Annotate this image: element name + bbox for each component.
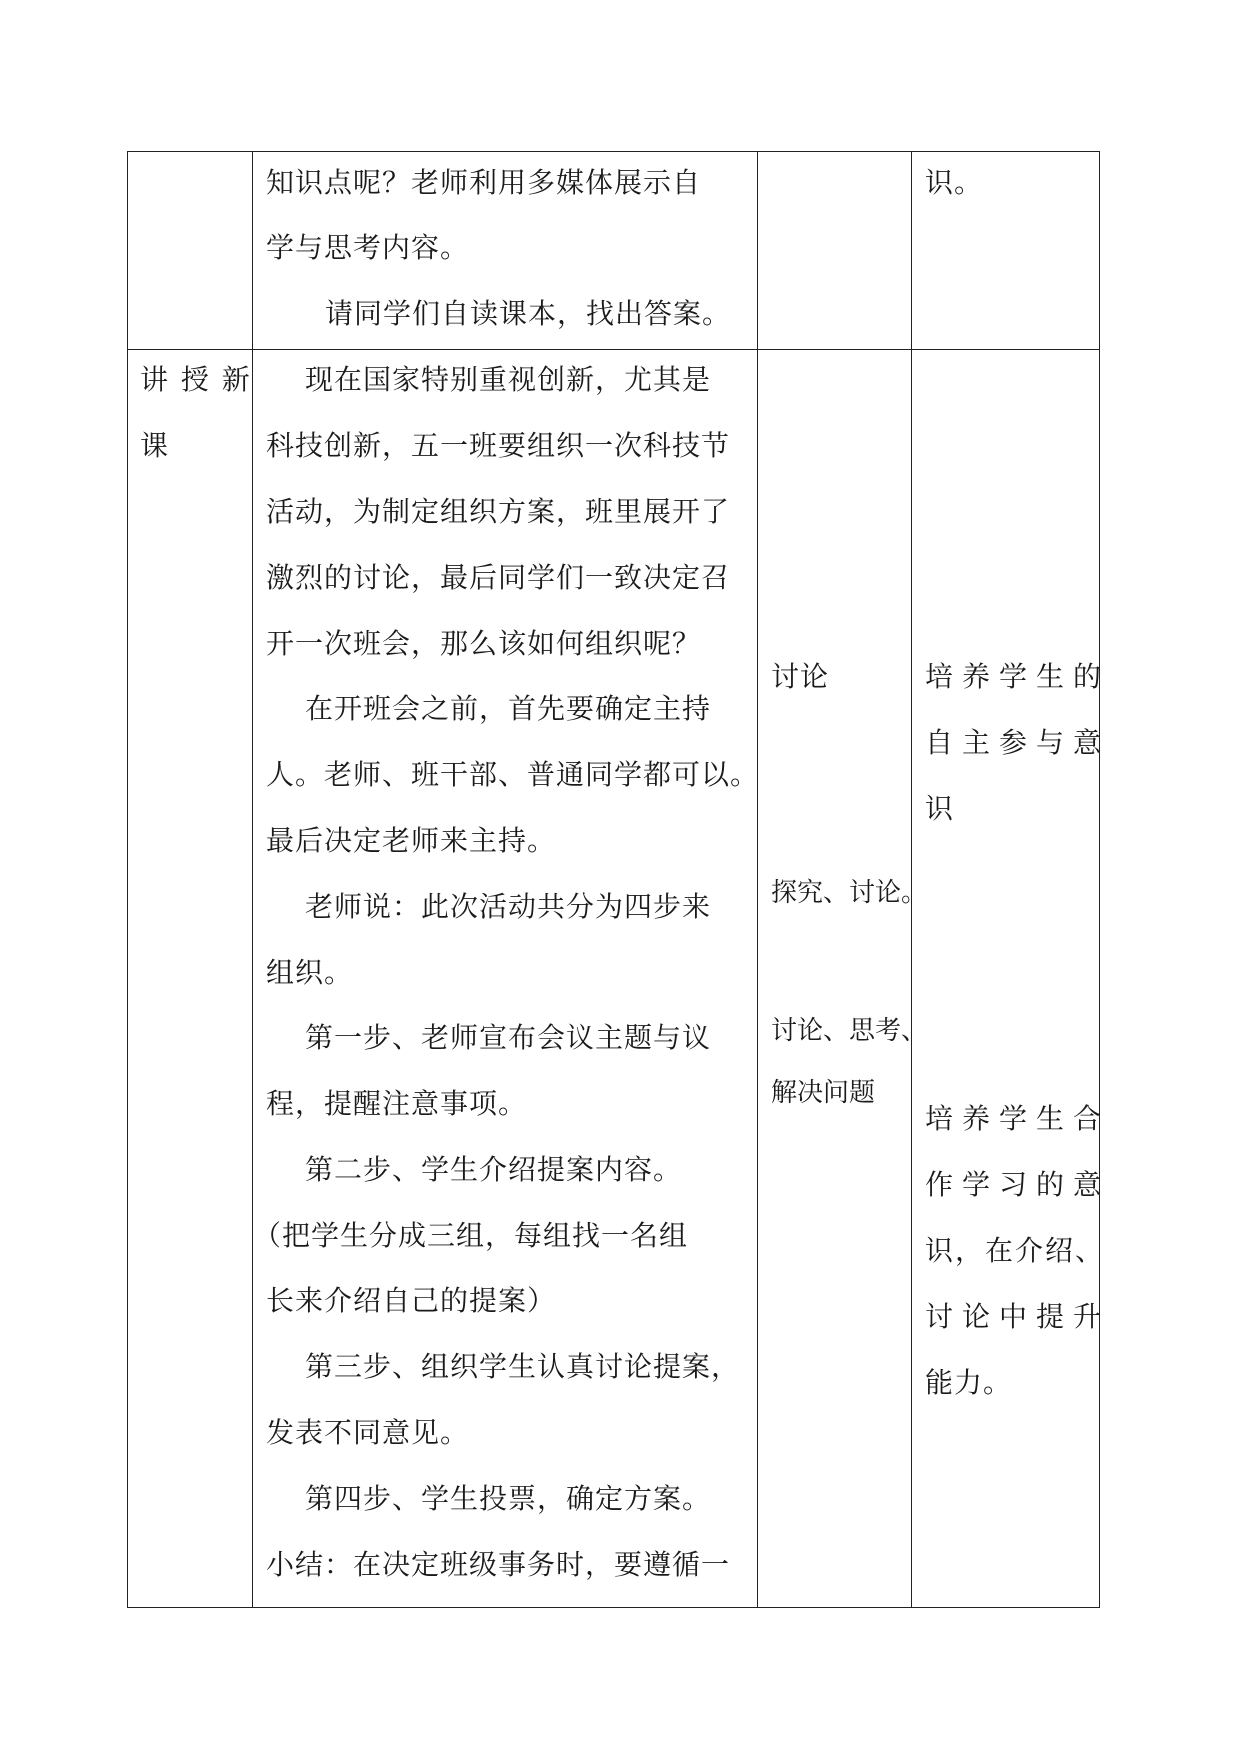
content-line: 老师说：此次活动共分为四步来	[305, 890, 712, 923]
row-divider	[128, 349, 1099, 350]
intent-line: 讨论中提升	[925, 1300, 1111, 1333]
content-line: 激烈的讨论，最后同学们一致决定召	[266, 561, 731, 594]
intent-line: 能力。	[925, 1366, 1013, 1399]
content-line: 活动，为制定组织方案，班里展开了	[266, 495, 731, 528]
content-line: 现在国家特别重视创新，尤其是	[305, 363, 712, 396]
activity-line: 探究、讨论。	[771, 878, 928, 908]
content-line: 开一次班会，那么该如何组织呢？	[266, 627, 702, 660]
intent-line: 作学习的意	[925, 1168, 1111, 1201]
content-line: 人。老师、班干部、普通同学都可以。	[266, 758, 760, 791]
intent-line: 识。	[925, 166, 984, 199]
content-line: 第三步、组织学生认真讨论提案，	[305, 1350, 741, 1383]
intent-line: 识，在介绍、	[925, 1234, 1106, 1267]
content-line: （把学生分成三组，每组找一名组	[253, 1219, 689, 1252]
activity-line: 讨论、思考、	[771, 1016, 928, 1046]
lesson-plan-table	[127, 151, 1111, 1608]
column-divider	[757, 152, 758, 1607]
content-line: 知识点呢？老师利用多媒体展示自	[266, 166, 702, 199]
intent-line: 识	[925, 792, 955, 825]
stage-label: 课	[140, 429, 170, 462]
activity-line: 讨论	[771, 660, 830, 693]
stage-label: 讲 授 新	[140, 363, 252, 396]
content-line: 请同学们自读课本，找出答案。	[325, 297, 732, 330]
content-line: 组织。	[266, 956, 354, 989]
content-line: 第一步、老师宣布会议主题与议	[305, 1021, 712, 1054]
content-line: 程，提醒注意事项。	[266, 1087, 528, 1120]
content-line: 在开班会之前，首先要确定主持	[305, 692, 712, 725]
content-line: 小结：在决定班级事务时，要遵循一	[266, 1548, 731, 1581]
intent-line: 培养学生的	[925, 660, 1111, 693]
content-line: 科技创新，五一班要组织一次科技节	[266, 429, 731, 462]
column-divider	[252, 152, 253, 1607]
content-line: 最后决定老师来主持。	[266, 824, 557, 857]
content-line: 发表不同意见。	[266, 1416, 470, 1449]
content-line: 长来介绍自己的提案）	[266, 1284, 557, 1317]
intent-line: 培养学生合	[925, 1102, 1111, 1135]
content-line: 学与思考内容。	[266, 231, 470, 264]
content-line: 第二步、学生介绍提案内容。	[305, 1153, 683, 1186]
activity-line: 解决问题	[771, 1078, 876, 1108]
content-line: 第四步、学生投票，确定方案。	[305, 1482, 712, 1515]
intent-line: 自主参与意	[925, 726, 1111, 759]
